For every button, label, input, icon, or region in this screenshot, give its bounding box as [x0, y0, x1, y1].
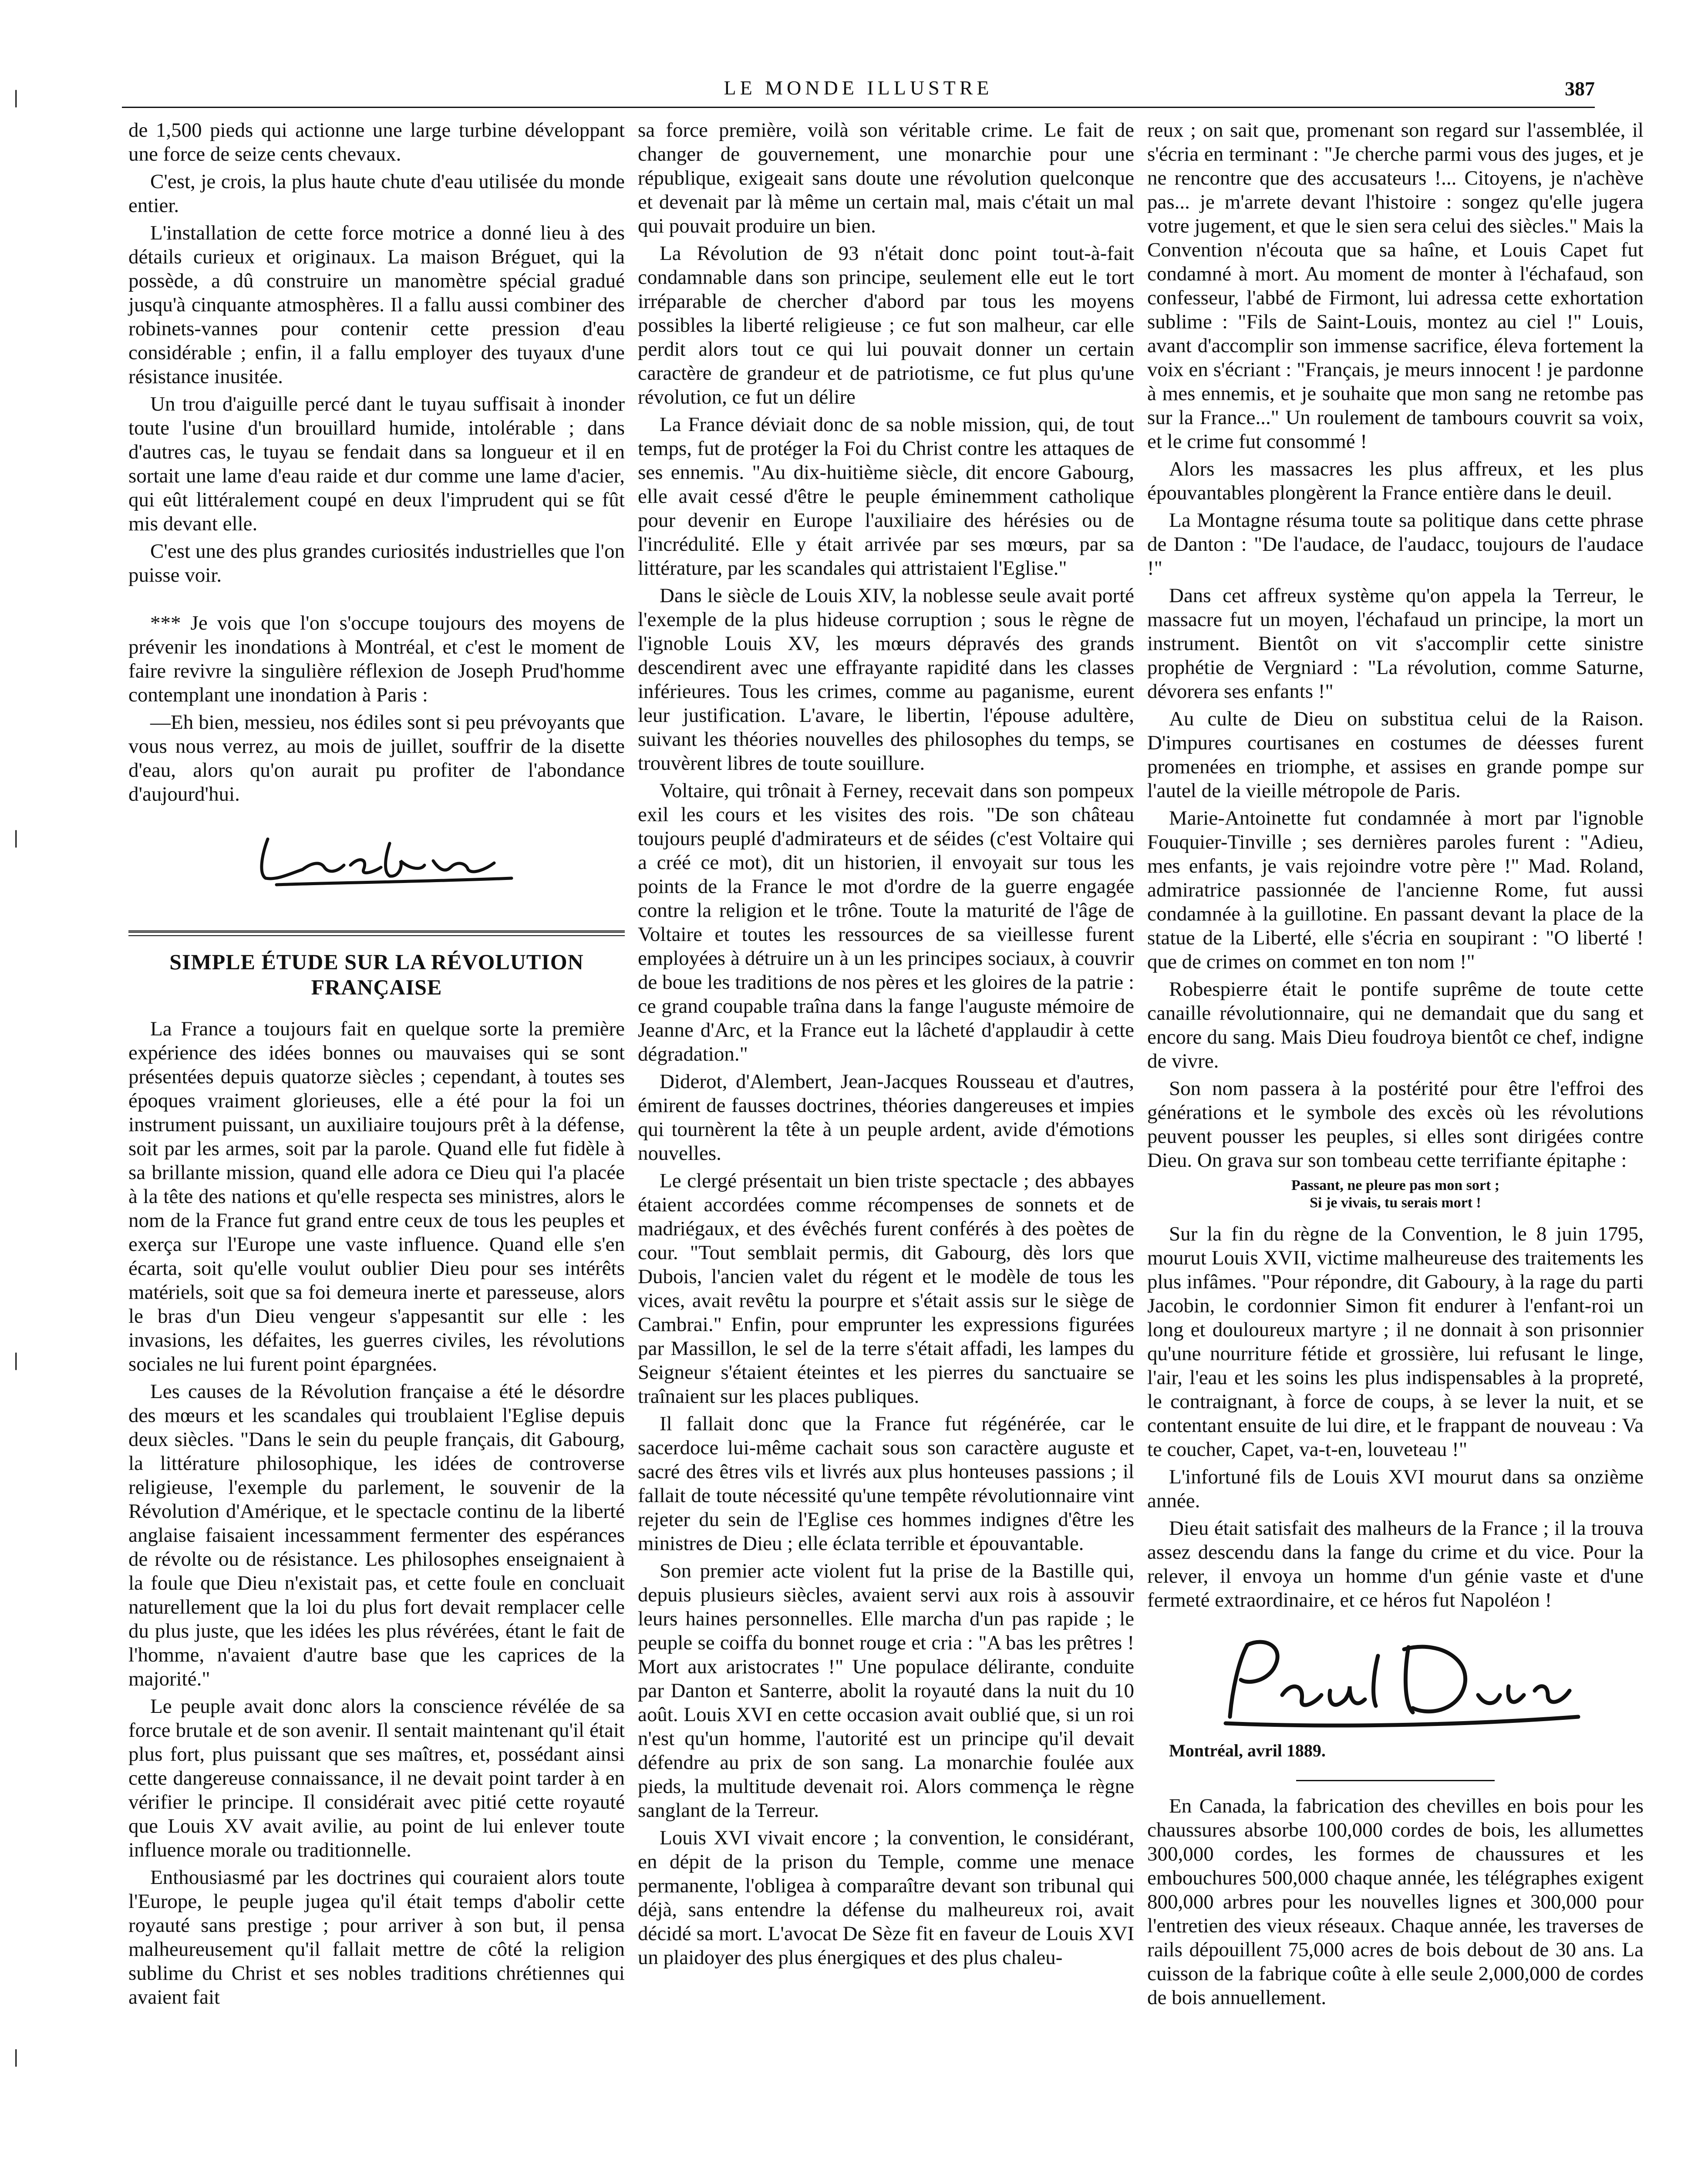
paragraph: Les causes de la Révolution française a été le désordre des mœurs et les scandales qui troublaient l'Eglise depuis deux siècles. "Dans le sein du peuple français, dit Gabourg, la littérature philosophique, les idées de controverse religieuse, l'exemple du parlement, le souvenir de la Révolution d'Amérique, et le spectacle continu de la liberté anglaise faisaient incessamment fermenter des espérances de révolte ou de résistance. Les philosophes enseignaient à la foule que Dieu n'existait pas, et cette foule en concluait naturellement que la loi du plus fort devait remplacer celle du plus juste, que les idées les plus révérées, étant le fait de l'homme, n'avaient d'autre base que les caprices de la majorité." — [128, 1380, 625, 1690]
paragraph: La Montagne résuma toute sa politique dans cette phrase de Danton : "De l'audace, de l'audacc, toujours de l'audace !" — [1147, 509, 1644, 580]
header-rule — [122, 107, 1595, 108]
paragraph: Sur la fin du règne de la Convention, le 8 juin 1795, mourut Louis XVII, victime malheureuse des traitements les plus infâmes. "Pour répondre, dit Gaboury, à la rage du parti Jacobin, le cordonnier Simon fit endurer à l'enfant-roi un long et douloureux martyre ; il ne donnait à son prisonnier qu'une nourriture fétide et grossière, lui refusant le linge, l'air, l'eau et les soins les plus indispensables à la propreté, le contraignant, à force de coups, à se lever la nuit, et se contentant ensuite de lui dire, et le frappant de nouveau : Va te coucher, Capet, va-t-en, louveteau !" — [1147, 1223, 1644, 1461]
place-date: Montréal, avril 1889. — [1169, 1741, 1326, 1760]
paragraph: En Canada, la fabrication des chevilles en bois pour les chaussures absorbe 100,000 cordes de bois, les allumettes 300,000 cordes, les formes de chaussures et les embouchures 500,000 chaque année, les télégraphes exigent 800,000 arbres pour les nouvelles lignes et 300,000 pour l'entretien des vieux réseaux. Chaque année, les traverses de rails dépouillent 75,000 acres de bois debout de 30 ans. La cuisson de la fabrique coûte à elle seule 2,000,000 de cordes de bois annuellement. — [1147, 1795, 1644, 2009]
publication-title: LE MONDE ILLUSTRE — [724, 77, 993, 99]
paragraph: Au culte de Dieu on substitua celui de la Raison. D'impures courtisanes en costumes de déesses furent promenées en triomphe, et assises en grande pompe sur l'autel de la vieille métropole de Paris. — [1147, 708, 1644, 802]
epitaph-line: Si je vivais, tu serais mort ! — [1310, 1195, 1481, 1211]
epitaph — [1147, 1177, 1644, 1212]
paragraph: —Eh bien, messieu, nos édiles sont si peu prévoyants que vous nous verrez, au mois de juillet, souffrir de la disette d'eau, alors qu'on aurait pu profiter de l'abondance d'aujourd'hui. — [128, 711, 625, 805]
paragraph: Son premier acte violent fut la prise de la Bastille qui, depuis plusieurs siècles, avaient servi aux rois à assouvir leurs haines personnelles. Elle marcha d'un pas rapide ; le peuple se coiffa du bonnet rouge et cria : "A bas les prêtres ! Mort aux aristocrates !" Une populace délirante, conduite par Danton et Santerre, abolit la royauté dans la nuit du 10 août. Louis XVI en cette occasion avait oublié que, si un roi n'est qu'un homme, l'autorité est un principe qu'il devait défendre au prix de son sang. La monarchie foulée aux pieds, la multitude devenait roi. Alors commença le règne sanglant de la Terreur. — [638, 1560, 1134, 1822]
paragraph: sa force première, voilà son véritable crime. Le fait de changer de gouvernement, une monarchie pour une république, exigeait sans doute une révolution quelconque et devenait par là même un certain mal, mais c'était un mal qui pouvait produire un bien. — [638, 119, 1134, 237]
paragraph: Alors les massacres les plus affreux, et les plus épouvantables plongèrent la France entière dans le deuil. — [1147, 458, 1644, 504]
paragraph: C'est une des plus grandes curiosités industrielles que l'on puisse voir. — [128, 540, 625, 586]
margin-mark: ❘ — [9, 1350, 24, 1370]
section-title: SIMPLE ÉTUDE SUR LA RÉVOLUTION FRANÇAISE — [169, 950, 584, 999]
paragraph: Le clergé présentait un bien triste spectacle ; des abbayes étaient accordées comme récompenses de sonnets et de madriégaux, et des évêchés furent conférés à des poètes de cour. "Tout semblait permis, dit Gabourg, dès lors que Dubois, l'ancien valet du régent et le modèle de tous les vices, avait revêtu la pourpre et s'était assis sur le siège de Cambrai." Enfin, pour emprunter les expressions figurées par Massillon, le sel de la terre s'était affadi, les lampes du Seigneur s'étaient éteintes et les pierres du sanctuaire se traînaient sur les places publiques. — [638, 1169, 1134, 1408]
paragraph: *** Je vois que l'on s'occupe toujours des moyens de prévenir les inondations à Montréal, et c'est le moment de faire revivre la singulière réflexion de Joseph Prud'homme contemplant une inondation à Paris : — [128, 612, 625, 706]
paragraph: Le peuple avait donc alors la conscience révélée de sa force brutale et de son avenir. Il sentait maintenant qu'il était plus fort, plus puissant que ses maîtres, et, possédant ainsi cette dangereuse connaissance, il ne devait point tarder à en vérifier le principe. Il considérait avec pitié cette royauté que Louis XV avait avilie, au point de lui enlever toute influence morale ou traditionnelle. — [128, 1695, 625, 1861]
paragraph: Voltaire, qui trônait à Ferney, recevait dans son pompeux exil les cours et les visites des rois. "De son château toujours peuplé d'admirateurs et de séides (c'est Voltaire qui a créé ce mot), dit un historien, il envoyait sur tous les points de la France le mot d'ordre de la guerre engagée contre la religion et le trône. Toute la maturité de l'âge de Voltaire et toutes les ressources de sa vieillesse furent employées à détruire un à un les principes sociaux, à couvrir de boue les traditions de nos pères et les gloires de la patrie : ce grand coupable traîna dans la fange l'auguste mémoire de Jeanne d'Arc, et la France eut la lâcheté d'applaudir à cette dégradation." — [638, 779, 1134, 1065]
article-separator — [1296, 1780, 1495, 1781]
page-number: 387 — [1565, 78, 1595, 100]
paragraph: L'installation de cette force motrice a donné lieu à des détails curieux et originaux. La maison Bréguet, qui la possède, a dû construire un manomètre spécial gradué jusqu'à cinquante atmosphères. Il a fallu aussi combiner des robinets-vannes pour contenir cette pression d'eau considérable ; enfin, il a fallu employer des tuyaux d'une résistance inusitée. — [128, 222, 625, 388]
column-3 — [1147, 118, 1644, 2013]
paragraph: Enthousiasmé par les doctrines qui couraient alors toute l'Europe, le peuple jugea qu'il était temps d'abolir cette royauté sans prestige ; pour arriver à son but, il pensa malheureusement qu'il fallait mettre de côté la religion sublime du Christ et ses nobles traditions chrétiennes qui avaient fait — [128, 1866, 625, 2009]
column-2 — [638, 118, 1134, 1973]
paragraph: de 1,500 pieds qui actionne une large turbine développant une force de seize cents chevaux. — [128, 119, 625, 165]
paragraph: Louis XVI vivait encore ; la convention, le considérant, en dépit de la prison du Temple, comme une menace permanente, l'obligea à comparaître devant son tribunal qui déjà, sans entendre la défense du malheureux roi, avait décidé sa mort. L'avocat De Sèze fit en faveur de Louis XVI un plaidoyer des plus énergiques et des plus chaleu- — [638, 1827, 1134, 1969]
paragraph: La Révolution de 93 n'était donc point tout-à-fait condamnable dans son principe, seulement elle eut le tort irréparable de chercher d'abord par tous les moyens possibles la liberté religieuse ; ce fut son malheur, car elle perdit alors tout ce qui lui pouvait donner un certain caractère de grandeur et de patriotisme, ce fut plus qu'une révolution, ce fut un délire — [638, 242, 1134, 408]
section-divider — [128, 930, 625, 936]
epitaph-line: Passant, ne pleure pas mon sort ; — [1291, 1177, 1500, 1193]
paragraph: reux ; on sait que, promenant son regard sur l'assemblée, il s'écria en terminant : "Je cherche parmi vous des juges, et je ne rencontre que des accusateurs !... Citoyens, je n'achève pas... je m'arrete devant l'histoire : songez qu'elle jugera votre jugement, et que le sien sera celui des siècles." Mais la Convention n'écouta que sa haîne, et Louis Capet fut condamné à mort. Au moment de monter à l'échafaud, son confesseur, l'abbé de Firmont, lui adressa cette exhortation sublime : "Fils de Saint-Louis, montez au ciel !" Louis, avant d'accomplir son immense sacrifice, éleva fortement la voix en s'écriant : "Français, je meurs innocent ! je pardonne à mes ennemis, et je souhaite que mon sang ne retombe pas sur la France..." Un roulement de tambours couvrit sa voix, et le crime fut consommé ! — [1147, 119, 1644, 453]
paragraph: Il fallait donc que la France fut régénérée, car le sacerdoce lui-même cachait sous son caractère auguste et sacré des êtres vils et livrés aux plus honteuses passions ; il fallait de toute nécessité qu'une tempête révolutionnaire vint rejeter du sein de l'Eglise ces hommes indignes d'être les ministres de Dieu ; elle éclata terrible et épouvantable. — [638, 1412, 1134, 1555]
paragraph: Son nom passera à la postérité pour être l'effroi des générations et le symbole des excès où les révolutions peuvent pousser les peuples, si elles sont dirigées contre Dieu. On grava sur son tombeau cette terrifiante épitaphe : — [1147, 1077, 1644, 1172]
signature-paul-durand — [1199, 1630, 1644, 1739]
paragraph: La France déviait donc de sa noble mission, qui, de tout temps, fut de protéger la Foi du Christ contre les attaques de ses ennemis. "Au dix-huitième siècle, dit encore Gabourg, elle avait cessé d'être le peuple éminemment catholique pour devenir en Europe l'auxiliaire des hérésies ou de l'incrédulité. Elle y était arrivée par ses mœurs, par sa littérature, par les scandales qui attristaient l'Eglise." — [638, 413, 1134, 580]
margin-mark: ❘ — [9, 88, 24, 107]
paragraph: Diderot, d'Alembert, Jean-Jacques Rousseau et d'autres, émirent de fausses doctrines, théories dangereuses et impies qui tournèrent la tête à un peuple ardent, avide d'émotions nouvelles. — [638, 1070, 1134, 1165]
paragraph: Robespierre était le pontife suprême de toute cette canaille révolutionnaire, qui ne demandait que du sang et encore du sang. Mais Dieu foudroya bientôt ce chef, indigne de vivre. — [1147, 978, 1644, 1072]
margin-mark: ❘ — [9, 2047, 24, 2066]
paragraph: Marie-Antoinette fut condamnée à mort par l'ignoble Fouquier-Tinville ; ses dernières paroles furent : "Adieu, mes enfants, je vais rejoindre votre père !" Mad. Roland, admiratrice passionnée de l'ancienne Rome, fut aussi condamnée à la guillotine. En passant devant la place de la statue de la Liberté, elle s'écria en soupirant : "O liberté ! que de crimes on commet en ton nom !" — [1147, 807, 1644, 973]
paragraph: La France a toujours fait en quelque sorte la première expérience des idées bonnes ou mauvaises qui se sont présentées depuis quatorze siècles ; cependant, à toutes ses époques vraiment glorieuses, elle a été pour la foi un instrument puissant, un auxiliaire toujours prêt à la défense, soit par les armes, soit par la parole. Quand elle fut fidèle à sa brillante mission, quand elle adora ce Dieu qui l'a placée à la tête des nations et qu'elle respecta ses ministres, alors le nom de la France fut grand entre ceux de tous les peuples et exerça sur l'Europe une vaste influence. Quand elle s'en écarta, soit qu'elle voulut oublier Dieu pour ses intérêts matériels, soit que sa foi demeura inerte et paresseuse, alors le bras d'un Dieu vengeur s'appesantit sur elle : les invasions, les défaites, les guerres civiles, les révolutions sociales ne lui furent point épargnées. — [128, 1018, 625, 1375]
column-1 — [128, 118, 625, 2013]
paragraph: L'infortuné fils de Louis XVI mourut dans sa onzième année. — [1147, 1466, 1644, 1512]
paragraph: Dans le siècle de Louis XIV, la noblesse seule avait porté l'exemple de la plus hideuse corruption ; sous le règne de l'ignoble Louis XV, les mœurs dépravés des grands descendirent avec une effrayante rapidité dans les classes inférieures. Tous les crimes, comme au paganisme, eurent leur justification. L'avare, le libertin, l'épouse adultère, suivant les théories nouvelles des philosophes du temps, se trouvèrent libres de toute souillure. — [638, 584, 1134, 775]
paragraph: Un trou d'aiguille percé dant le tuyau suffisait à inonder toute l'usine d'un brouillard humide, intolérable ; dans d'autres cas, le tuyau se fendait dans sa longueur et il en sortait une lame d'eau raide et dur comme une lame d'acier, qui eût littéralement coupé en deux l'imprudent qui se fût mis devant elle. — [128, 393, 625, 535]
signature-image — [250, 826, 529, 891]
paragraph: C'est, je crois, la plus haute chute d'eau utilisée du monde entier. — [128, 170, 625, 217]
signature-leon-ledieu — [250, 826, 625, 896]
paragraph: Dieu était satisfait des malheurs de la France ; il la trouva assez descendu dans la fange du crime et du vice. Pour la relever, il envoya un homme d'un génie vaste et d'une fermeté extraordinaire, et ce héros fut Napoléon ! — [1147, 1517, 1644, 1611]
signature-image — [1199, 1630, 1591, 1734]
page-header — [122, 76, 1595, 107]
margin-mark: ❘ — [9, 828, 24, 847]
paragraph: Dans cet affreux système qu'on appela la Terreur, le massacre fut un moyen, l'échafaud un principe, la mort un instrument. Bientôt on vit s'accomplir cette sinistre prophétie de Vergniard : "La révolution, comme Saturne, dévorera ses enfants !" — [1147, 584, 1644, 703]
